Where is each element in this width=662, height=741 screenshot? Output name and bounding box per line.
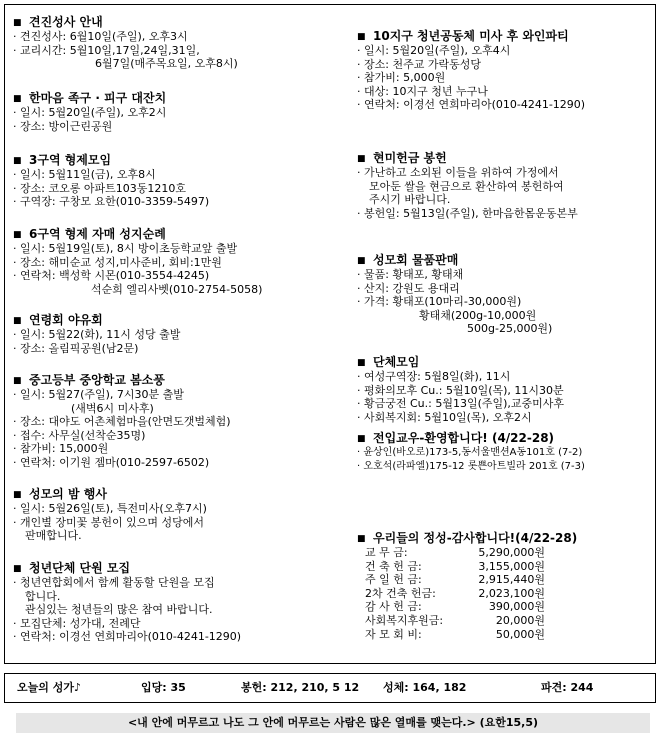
info-line: · 접수: 사무실(선착순35명) — [13, 428, 146, 442]
info-line: 주시기 바랍니다. — [369, 193, 451, 207]
offering-label: 감 사 헌 금: — [365, 600, 422, 614]
info-line: · 연락처: 이경선 연희마리아(010-4241-1290) — [13, 630, 242, 644]
info-line: 판매합니다. — [25, 529, 82, 543]
confirmation-section — [13, 15, 338, 71]
info-line: 모아둔 쌀을 현금으로 환산하여 봉헌하여 — [369, 179, 564, 193]
hymn-label: 오늘의 성가♪ — [17, 681, 81, 694]
offering-amount: 20,000원 — [495, 613, 545, 627]
info-line: · 모집단체: 성가대, 전례단 — [13, 616, 141, 630]
info-line: · 교리시간: 5월10일,17일,24일,31일, — [13, 43, 200, 57]
section-title: 3구역 형제모임 — [29, 153, 112, 167]
info-line: · 연락처: 이경선 연희마리아(010-4241-1290) — [357, 98, 586, 112]
info-line: 6월7일(매주목요일, 오후8시) — [95, 57, 238, 71]
info-line: · 가난하고 소외된 이들을 위하여 가정에서 — [357, 166, 559, 179]
bullet-icon — [13, 373, 23, 383]
info-line: · 사회복지회: 5월10일(목), 오후2시 — [357, 410, 532, 424]
bullet-icon — [357, 355, 367, 365]
info-line: · 물품: 황태포, 황태채 — [357, 268, 464, 281]
info-line: · 청년연합회에서 함께 활동할 단원을 모집 — [13, 576, 215, 589]
offering-amount: 390,000원 — [488, 600, 545, 614]
offering-label: 사회복지후원금: — [365, 613, 444, 627]
section-title: 우리들의 정성-감사합니다!(4/22-28) — [373, 531, 578, 545]
bullet-icon — [357, 253, 367, 263]
info-line: · 장소: 천주교 가락동성당 — [357, 57, 481, 71]
offering-row — [357, 560, 657, 574]
info-line: · 여성구역장: 5월8일(화), 11시 — [357, 370, 511, 383]
info-line: · 일시: 5월20일(주일), 오후2시 — [13, 106, 167, 119]
offering-label: 교 무 금: — [365, 546, 408, 559]
offering-row — [357, 628, 657, 642]
new-members-section — [357, 431, 657, 473]
bullet-icon — [13, 153, 23, 163]
info-line: · 봉헌일: 5월13일(주일), 한마음한몸운동본부 — [357, 206, 578, 220]
offering-row — [357, 546, 657, 560]
info-line: · 장소: 올림픽공원(남2문) — [13, 341, 139, 355]
section-title: 성모의 밤 행사 — [29, 487, 107, 501]
offering-label: 자 모 회 비: — [365, 627, 422, 641]
section-title: 전입교우-환영합니다! (4/22-28) — [373, 431, 555, 445]
bullet-icon — [13, 227, 23, 237]
youth-recruit-section — [13, 561, 338, 644]
pilgrimage-section — [13, 227, 338, 296]
info-line: · 연락처: 이기원 젬마(010-2597-6502) — [13, 455, 210, 469]
info-line: · 대상: 10지구 청년 누구나 — [357, 84, 488, 98]
section-title: 10지구 청년공동체 미사 후 와인파티 — [373, 29, 569, 43]
info-line: · 연락처: 백성학 시몬(010-3554-4245) — [13, 269, 210, 283]
mary-night-section — [13, 487, 338, 543]
info-line: · 일시: 5월20일(주일), 오후4시 — [357, 44, 511, 57]
offering-row — [357, 614, 657, 628]
bullet-icon — [357, 531, 367, 541]
section-title: 단체모임 — [373, 355, 420, 369]
dismissal-hymn: 파견: 244 — [541, 681, 594, 694]
communion-hymn: 성체: 164, 182 — [383, 681, 467, 694]
hymn-stats-bar — [4, 673, 656, 703]
section-title: 6구역 형제 자매 성지순례 — [29, 227, 166, 241]
bullet-icon — [13, 15, 23, 25]
bullet-icon — [13, 561, 23, 571]
info-line: · 장소: 코오롱 아파트103동1210호 — [13, 181, 186, 195]
info-line: 500g-25,000원) — [467, 322, 553, 336]
offering-amount: 3,155,000원 — [478, 559, 545, 573]
info-line: · 일시: 5월19일(토), 8시 방이초등학교앞 출발 — [13, 242, 238, 255]
info-line: (새벽6시 미사후) — [71, 401, 154, 415]
bullet-icon — [13, 313, 23, 323]
info-line: · 참가비: 15,000원 — [13, 442, 109, 456]
goods-sale-section — [357, 253, 657, 336]
offering-amount: 2,023,100원 — [478, 586, 545, 600]
info-line: 석순희 엘리사벳(010-2754-5058) — [91, 282, 263, 296]
offering-label: 주 일 헌 금: — [365, 573, 422, 587]
bulletin-box — [4, 4, 656, 664]
info-line: · 황금궁전 Cu.: 5월13일(주일),교중미사후 — [357, 397, 565, 411]
info-line: · 참가비: 5,000원 — [357, 71, 446, 85]
info-line: · 장소: 방이근린공원 — [13, 119, 113, 133]
bullet-icon — [357, 151, 367, 161]
bullet-icon — [13, 487, 23, 497]
info-line: 관심있는 청년들의 많은 참여 바랍니다. — [25, 603, 213, 617]
offerings-section — [357, 531, 657, 641]
section-title: 성모회 물품판매 — [373, 253, 459, 267]
info-line: · 장소: 대야도 어촌체험마을(안면도갯벌체험) — [13, 415, 231, 429]
info-line: · 일시: 5월27(주일), 7시30분 출발 — [13, 388, 184, 401]
info-line: · 산지: 강원도 용대리 — [357, 281, 460, 295]
youth-picnic-section — [13, 373, 338, 470]
info-line: · 개인별 장미꽃 봉헌이 있으며 성당에서 — [13, 515, 204, 529]
funeral-society-section — [13, 313, 338, 355]
info-line: · 윤상인(바오로)173-5,동서울맨션A동101호 (7-2) — [357, 447, 583, 458]
info-line: · 일시: 5월26일(토), 특전미사(오후7시) — [13, 502, 207, 515]
entrance-hymn: 입당: 35 — [141, 681, 186, 694]
info-line: · 일시: 5월22(화), 11시 성당 출발 — [13, 328, 181, 341]
info-line: 황태채(200g-10,000원 — [419, 308, 537, 322]
info-line: · 견진성사: 6월10일(주일), 오후3시 — [13, 30, 188, 43]
group-meetings-section — [357, 355, 657, 424]
bullet-icon — [13, 91, 23, 101]
rice-offering-section — [357, 151, 657, 220]
offering-amount: 5,290,000원 — [478, 546, 545, 559]
offering-label: 건 축 헌 금: — [365, 559, 422, 573]
info-line: 합니다. — [25, 589, 61, 603]
offertory-hymn: 봉헌: 212, 210, 5 12 — [241, 681, 360, 694]
offering-row — [357, 587, 657, 601]
offering-amount: 50,000원 — [495, 627, 545, 641]
offering-row — [357, 573, 657, 587]
bullet-icon — [357, 29, 367, 39]
section-title: 현미헌금 봉헌 — [373, 151, 447, 165]
section-title: 중고등부 중앙학교 봄소풍 — [29, 373, 165, 387]
offering-row — [357, 600, 657, 614]
district3-section — [13, 153, 338, 209]
info-line: · 평화의모후 Cu.: 5월10일(목), 11시30분 — [357, 383, 564, 397]
bullet-icon — [357, 431, 367, 441]
offering-label: 2차 건축 헌금: — [365, 586, 436, 600]
section-title: 연령회 야유회 — [29, 313, 103, 327]
section-title: 청년단체 단원 모집 — [29, 561, 131, 575]
info-line: · 오호석(라파엘)175-12 롯쁜아트빌라 201호 (7-3) — [357, 460, 585, 472]
info-line: · 구역장: 구창모 요한(010-3359-5497) — [13, 195, 210, 209]
section-title: 견진성사 안내 — [29, 15, 103, 29]
info-line: · 일시: 5월11일(금), 오후8시 — [13, 168, 156, 181]
info-line: · 가격: 황태포(10마리-30,000원) — [357, 295, 522, 309]
wine-party-section — [357, 29, 657, 112]
section-title: 한마음 족구 · 피구 대잔치 — [29, 91, 167, 105]
footvolley-section — [13, 91, 338, 133]
bible-verse: <내 안에 머무르고 나도 그 안에 머무르는 사람은 많은 열매를 맺는다.> (요한15,5) — [16, 713, 650, 733]
offering-amount: 2,915,440원 — [478, 573, 545, 587]
info-line: · 장소: 해미순교 성지,미사준비, 회비:1만원 — [13, 255, 222, 269]
